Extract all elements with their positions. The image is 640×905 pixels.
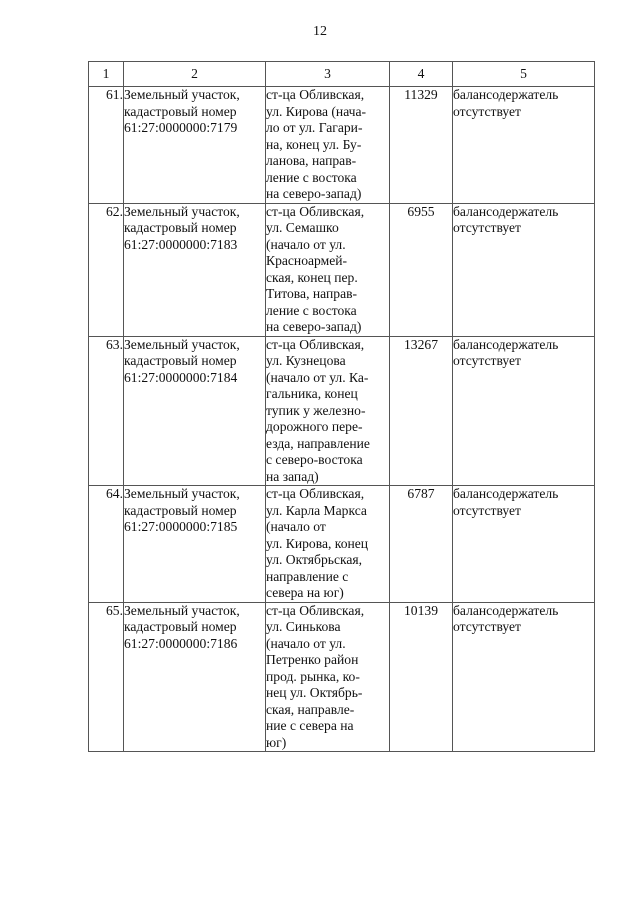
object-line: кадастровый номер: [124, 353, 237, 368]
address-line: дорожного пере-: [266, 419, 363, 434]
object-description: [124, 87, 266, 204]
address-line: ул. Синькова: [266, 619, 341, 634]
address-line: юг): [266, 734, 287, 750]
address-line: ст-ца Обливская,: [266, 486, 365, 501]
address-line: прод. рынка, ко-: [266, 668, 360, 684]
table-row: [89, 203, 595, 336]
object-line: 61:27:0000000:7186: [124, 635, 238, 651]
address-line: ление с востока: [266, 302, 357, 318]
header-col-5: 5: [453, 62, 595, 87]
address-line: ул. Семашко: [266, 220, 339, 235]
address-line: ская, направле-: [266, 701, 355, 717]
holder-line: отсутствует: [453, 220, 522, 235]
object-address: [266, 336, 390, 486]
address-line: Титова, направ-: [266, 286, 358, 301]
row-number: 63.: [89, 336, 124, 486]
header-col-3: 3: [266, 62, 390, 87]
object-line: 61:27:0000000:7179: [124, 120, 238, 135]
address-line: (начало от ул.: [266, 236, 346, 252]
holder-line: отсутствует: [453, 502, 522, 518]
object-address: [266, 486, 390, 603]
table-body: [89, 87, 595, 752]
address-line: Петренко район: [266, 652, 359, 667]
table-row: [89, 87, 595, 204]
address-line: на северо-запад): [266, 186, 362, 201]
object-length: 10139: [390, 602, 453, 752]
table-row: [89, 486, 595, 603]
address-line: (начало от: [266, 519, 326, 534]
address-line: на, конец ул. Бу-: [266, 136, 362, 152]
address-line: ул. Кирова (нача-: [266, 103, 367, 119]
object-line: 61:27:0000000:7184: [124, 369, 238, 385]
header-col-2: 2: [124, 62, 266, 87]
object-line: 61:27:0000000:7185: [124, 519, 238, 534]
address-line: севера на юг): [266, 585, 344, 600]
object-line: кадастровый номер: [124, 103, 237, 119]
address-line: (начало от ул. Ка-: [266, 369, 369, 385]
balance-holder: [453, 602, 595, 752]
holder-line: балансодержатель: [453, 203, 559, 219]
header-col-1: 1: [89, 62, 124, 87]
object-description: [124, 602, 266, 752]
address-line: ло от ул. Гагари-: [266, 120, 363, 135]
page-number: 12: [313, 24, 327, 39]
table-row: [89, 602, 595, 752]
holder-line: отсутствует: [453, 619, 522, 634]
row-number: 62.: [89, 203, 124, 336]
address-line: гальника, конец: [266, 386, 358, 401]
balance-holder: [453, 87, 595, 204]
object-address: [266, 203, 390, 336]
object-line: Земельный участок,: [124, 336, 240, 352]
address-line: ст-ца Обливская,: [266, 87, 365, 102]
header-row: [89, 62, 595, 87]
address-line: ул. Октябрьская,: [266, 552, 363, 567]
object-length: 6955: [390, 203, 453, 336]
address-line: ул. Кирова, конец: [266, 535, 369, 551]
address-line: нец ул. Октябрь-: [266, 685, 363, 700]
holder-line: отсутствует: [453, 353, 522, 368]
object-address: [266, 602, 390, 752]
object-line: 61:27:0000000:7183: [124, 236, 238, 252]
address-line: (начало от ул.: [266, 635, 346, 651]
object-line: кадастровый номер: [124, 220, 237, 235]
address-line: ст-ца Обливская,: [266, 336, 365, 352]
object-length: 13267: [390, 336, 453, 486]
row-number: 61.: [89, 87, 124, 204]
address-line: направление с: [266, 568, 349, 584]
object-length: 11329: [390, 87, 453, 204]
object-description: [124, 203, 266, 336]
address-line: с северо-востока: [266, 452, 363, 467]
balance-holder: [453, 203, 595, 336]
holder-line: отсутствует: [453, 103, 522, 119]
balance-holder: [453, 336, 595, 486]
object-description: [124, 336, 266, 486]
balance-holder: [453, 486, 595, 603]
object-length: 6787: [390, 486, 453, 603]
row-number: 64.: [89, 486, 124, 603]
address-line: ул. Кузнецова: [266, 353, 346, 368]
object-line: Земельный участок,: [124, 602, 240, 618]
address-line: Красноармей-: [266, 253, 348, 268]
address-line: на запад): [266, 468, 319, 484]
address-line: езда, направление: [266, 435, 370, 451]
object-address: [266, 87, 390, 204]
object-line: Земельный участок,: [124, 203, 240, 219]
holder-line: балансодержатель: [453, 602, 559, 618]
row-number: 65.: [89, 602, 124, 752]
address-line: ление с востока: [266, 169, 357, 185]
property-table: [88, 61, 595, 752]
object-description: [124, 486, 266, 603]
address-line: ланова, направ-: [266, 153, 357, 168]
object-line: кадастровый номер: [124, 619, 237, 634]
address-line: ние с севера на: [266, 718, 354, 733]
address-line: ская, конец пер.: [266, 269, 358, 285]
holder-line: балансодержатель: [453, 87, 559, 102]
holder-line: балансодержатель: [453, 486, 559, 501]
table-row: [89, 336, 595, 486]
object-line: кадастровый номер: [124, 502, 237, 518]
address-line: тупик у железно-: [266, 402, 366, 418]
header-col-4: 4: [390, 62, 453, 87]
address-line: ул. Карла Маркса: [266, 502, 367, 518]
address-line: на северо-запад): [266, 319, 362, 334]
holder-line: балансодержатель: [453, 336, 559, 352]
address-line: ст-ца Обливская,: [266, 602, 365, 618]
table-header: [89, 62, 595, 87]
object-line: Земельный участок,: [124, 486, 240, 501]
address-line: ст-ца Обливская,: [266, 203, 365, 219]
object-line: Земельный участок,: [124, 87, 240, 102]
